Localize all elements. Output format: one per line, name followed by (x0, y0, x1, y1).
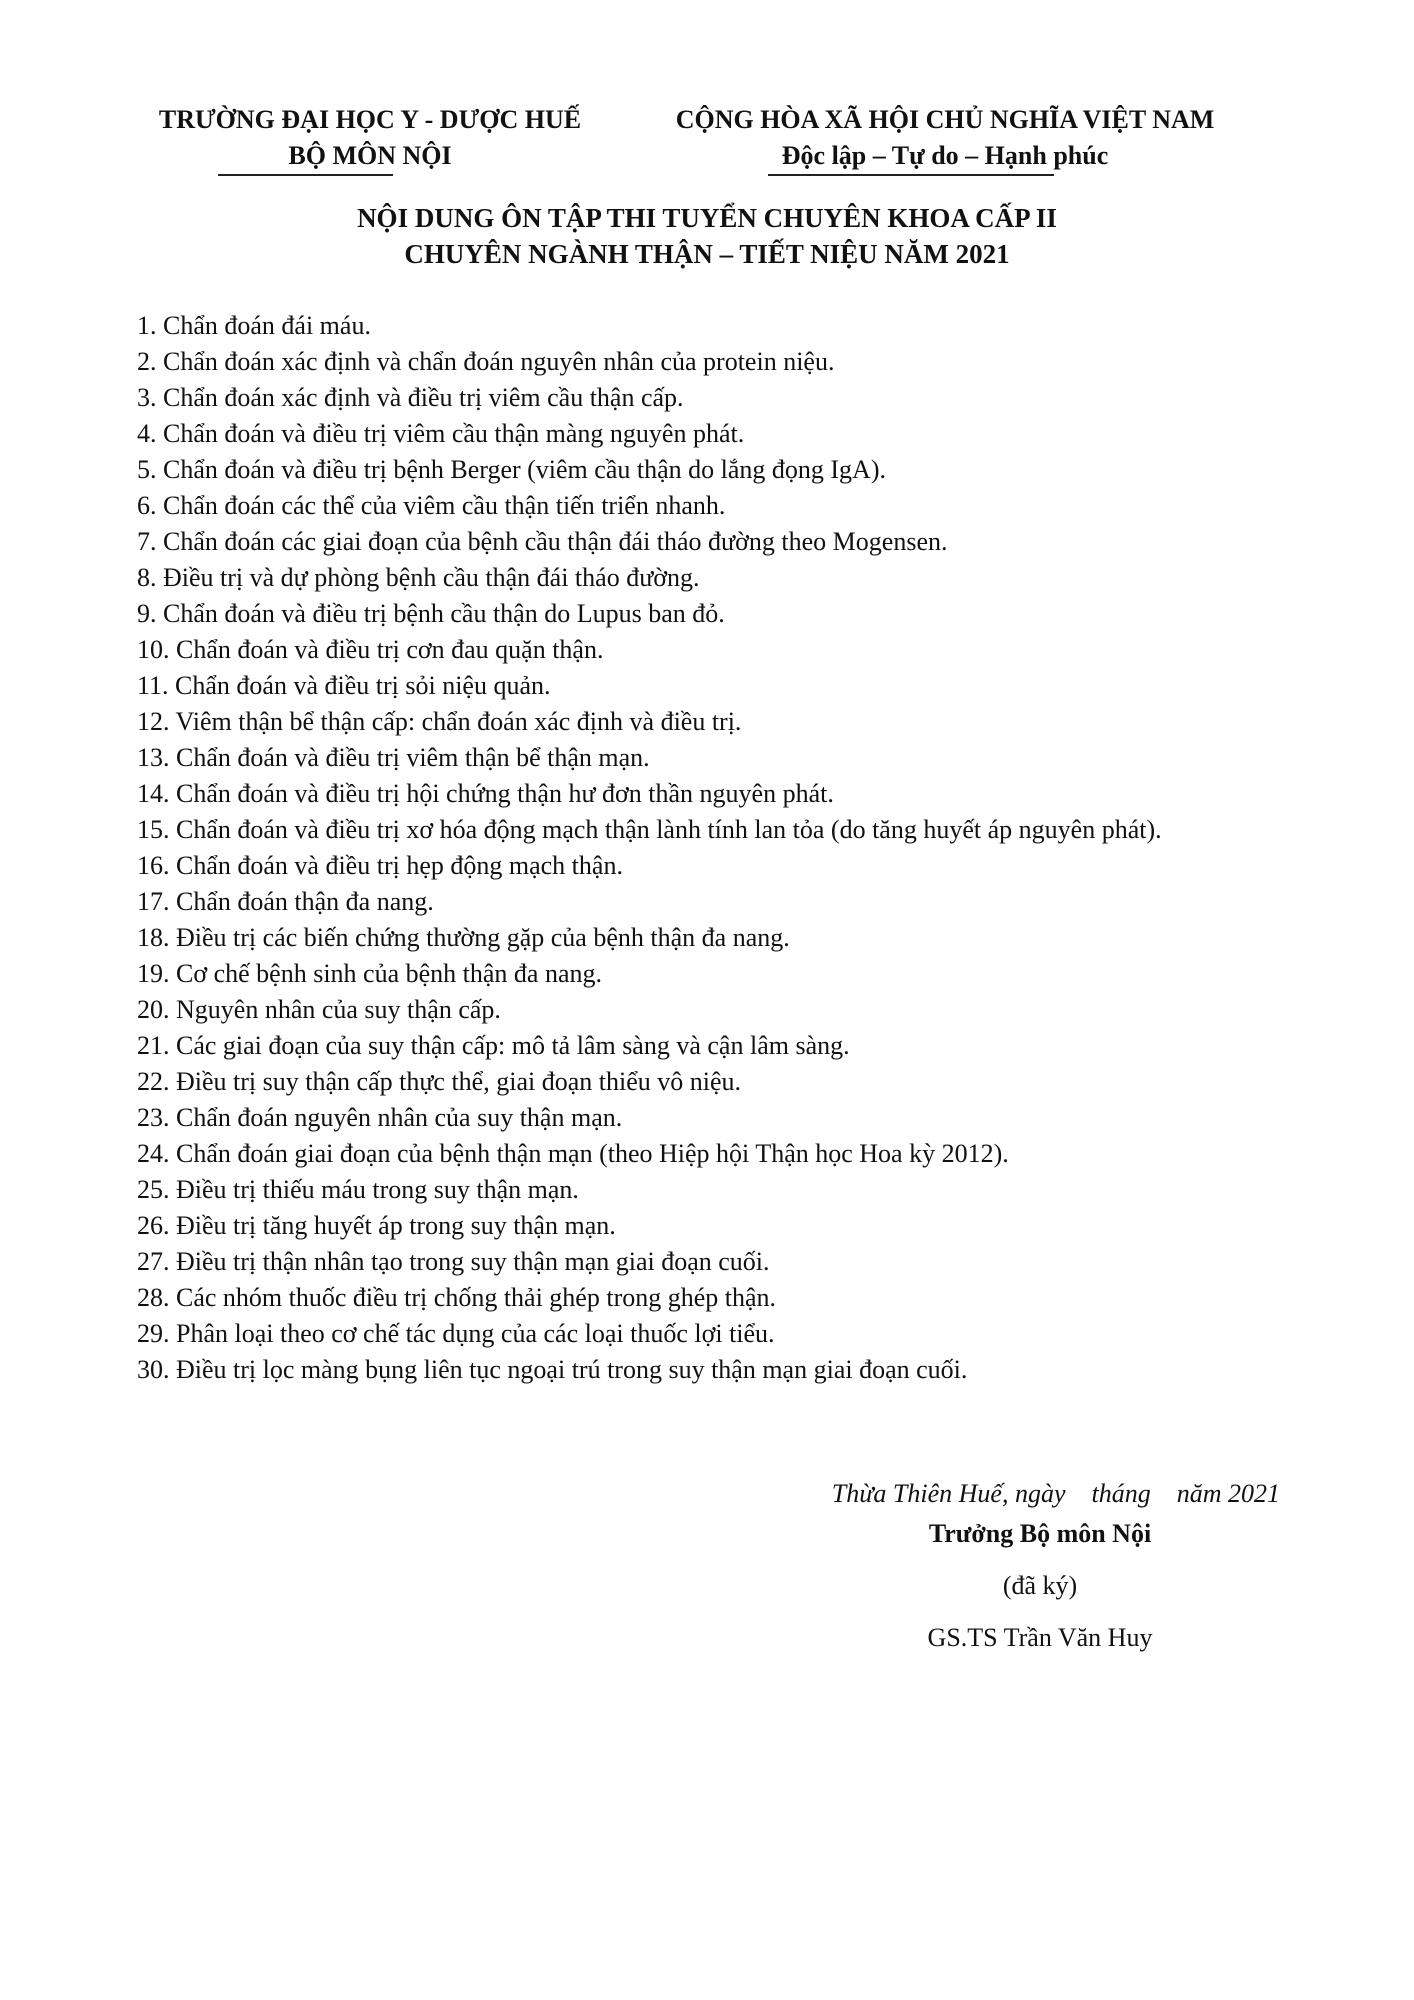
title-line-2: CHUYÊN NGÀNH THẬN – TIẾT NIỆU NĂM 2021 (404, 239, 1010, 269)
topic-item: 24. Chẩn đoán giai đoạn của bệnh thận mạn (theo Hiệp hội Thận học Hoa kỳ 2012). (137, 1139, 1009, 1168)
topic-item: 3. Chẩn đoán xác định và điều trị viêm cầu thận cấp. (137, 383, 684, 412)
title-line-1: NỘI DUNG ÔN TẬP THI TUYỂN CHUYÊN KHOA CẤP II (357, 203, 1057, 233)
topic-item: 19. Cơ chế bệnh sinh của bệnh thận đa nang. (137, 959, 603, 988)
topic-item: 26. Điều trị tăng huyết áp trong suy thận mạn. (137, 1211, 616, 1240)
topic-item: 23. Chẩn đoán nguyên nhân của suy thận mạn. (137, 1103, 623, 1132)
signature-block (700, 1474, 1280, 1658)
topic-item: 10. Chẩn đoán và điều trị cơn đau quặn thận. (137, 635, 604, 664)
signed-note: (đã ký) (1002, 1571, 1078, 1600)
topic-item: 21. Các giai đoạn của suy thận cấp: mô tả lâm sàng và cận lâm sàng. (137, 1031, 850, 1060)
topic-item: 7. Chẩn đoán các giai đoạn của bệnh cầu thận đái tháo đường theo Mogensen. (137, 527, 948, 556)
topic-item: 29. Phân loại theo cơ chế tác dụng của các loại thuốc lợi tiểu. (137, 1319, 775, 1348)
topic-item: 5. Chẩn đoán và điều trị bệnh Berger (viêm cầu thận do lắng đọng IgA). (137, 455, 886, 484)
motto-underline (768, 174, 1054, 176)
topic-item: 18. Điều trị các biến chứng thường gặp của bệnh thận đa nang. (137, 923, 790, 952)
topic-item: 22. Điều trị suy thận cấp thực thể, giai đoạn thiểu vô niệu. (137, 1067, 742, 1096)
topic-item: 12. Viêm thận bể thận cấp: chẩn đoán xác định và điều trị. (137, 707, 742, 736)
department-underline (218, 174, 393, 176)
topic-item: 1. Chẩn đoán đái máu. (137, 311, 371, 340)
topic-item: 8. Điều trị và dự phòng bệnh cầu thận đái tháo đường. (137, 563, 700, 592)
header-right (630, 102, 1260, 174)
topic-item: 6. Chẩn đoán các thể của viêm cầu thận tiến triển nhanh. (137, 491, 726, 520)
header-left (130, 102, 610, 174)
topic-item: 13. Chẩn đoán và điều trị viêm thận bể thận mạn. (137, 743, 650, 772)
signer-name: GS.TS Trần Văn Huy (927, 1623, 1153, 1652)
topic-item: 11. Chẩn đoán và điều trị sỏi niệu quản. (137, 671, 551, 700)
topic-item: 15. Chẩn đoán và điều trị xơ hóa động mạch thận lành tính lan tỏa (do tăng huyết áp nguyên phát). (137, 815, 1162, 844)
university-name: TRƯỜNG ĐẠI HỌC Y - DƯỢC HUẾ (158, 105, 582, 134)
country-name: CỘNG HÒA XÃ HỘI CHỦ NGHĨA VIỆT NAM (675, 105, 1215, 134)
topic-item: 20. Nguyên nhân của suy thận cấp. (137, 995, 501, 1024)
topic-item: 27. Điều trị thận nhân tạo trong suy thận mạn giai đoạn cuối. (137, 1247, 770, 1276)
place-date: Thừa Thiên Huế, ngày tháng năm 2021 (831, 1479, 1280, 1508)
topic-item: 2. Chẩn đoán xác định và chẩn đoán nguyên nhân của protein niệu. (137, 347, 835, 376)
national-motto: Độc lập – Tự do – Hạnh phúc (781, 141, 1109, 170)
topic-item: 17. Chẩn đoán thận đa nang. (137, 887, 434, 916)
topic-item: 25. Điều trị thiếu máu trong suy thận mạn. (137, 1175, 579, 1204)
topic-item: 16. Chẩn đoán và điều trị hẹp động mạch thận. (137, 851, 623, 880)
topic-list (137, 308, 1287, 1388)
topic-item: 9. Chẩn đoán và điều trị bệnh cầu thận do Lupus ban đỏ. (137, 599, 725, 628)
topic-item: 28. Các nhóm thuốc điều trị chống thải ghép trong ghép thận. (137, 1283, 777, 1312)
department-name: BỘ MÔN NỘI (288, 141, 452, 170)
document-title (0, 200, 1414, 272)
topic-item: 14. Chẩn đoán và điều trị hội chứng thận hư đơn thần nguyên phát. (137, 779, 834, 808)
topic-item: 4. Chẩn đoán và điều trị viêm cầu thận màng nguyên phát. (137, 419, 745, 448)
topic-item: 30. Điều trị lọc màng bụng liên tục ngoại trú trong suy thận mạn giai đoạn cuối. (137, 1355, 968, 1384)
signer-role: Trưởng Bộ môn Nội (928, 1519, 1152, 1548)
